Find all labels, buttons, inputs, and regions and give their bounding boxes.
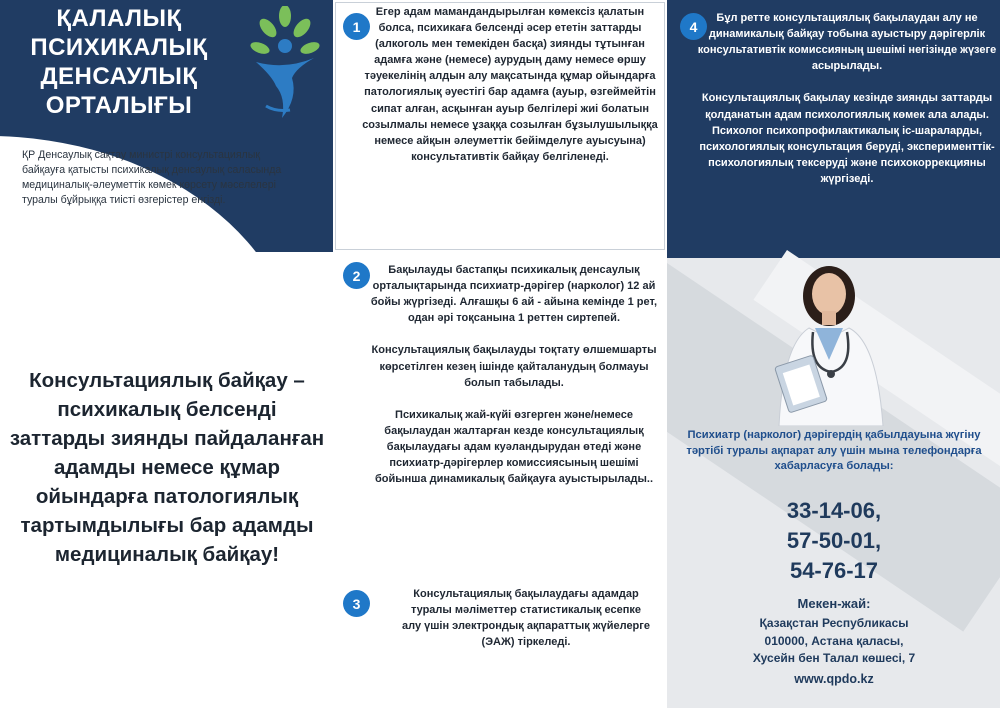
left-panel — [0, 0, 333, 708]
address-title: Мекен-жай: — [797, 596, 871, 611]
right-panel — [667, 0, 1000, 708]
main-slogan: Консультациялық байқау – психикалық белсенді заттарды зиянды пайдаланған адамды немесе құмар ойындарға патологиялық тартымдылығы бар адамды медициналық байқау! — [9, 369, 325, 566]
website-link[interactable]: www.qpdo.kz — [794, 672, 874, 686]
phone-number[interactable]: 33-14-06, — [786, 498, 882, 523]
section-2-text: Бақылауды бастапқы психикалық денсаулық орталықтарында психиатр-дәрігер (нарколог) 12 ай бойы жүргізеді. Алғашқы 6 ай - айына кемінде 1 рет, одан әрі тоқсанына 1 реттен сиртепей. Консультациялық бақылауды тоқтату өлшемшарты көрсетілген кезең ішінде қайталанудың болмауы болып табылады. Психикалық жай-күйі өзгерген және/немесе бақылаудан жалтарған кезде консультациялық бақылаудағы адам куәландырудан өтеді және психиатр-дәрігерлер комиссиясының шешімі бойынша динамикалық байқауға ауыстырылады.. — [370, 264, 658, 486]
section-2-number-badge: 2 — [343, 262, 370, 289]
section-4-text: Бұл ретте консультациялық бақылаудан алу не динамикалық байқау тобына ауыстыру дәрігерлік консультативтік комиссияның шешімі негізінде жүзеге асырылады. Консультациялық бақылау кезінде зиянды заттарды қолданатын адам психологиялық көмек ала алады. Психолог психопрофилактикалық іс-шараларды, психологиялық консультация беруді, эксперименттік-психологиялық тексеруді және психокоррекцияны жүргізеді. — [697, 12, 997, 185]
section-1-number-badge: 1 — [343, 13, 370, 40]
middle-panel — [333, 0, 667, 708]
section-3-number-badge: 3 — [343, 590, 370, 617]
contact-intro-text: Психиатр (нарколог) дәрігердің қабылдауына жүгіну тәртібі туралы ақпарат алу үшін мына телефондарға хабарласуға болады: — [686, 429, 982, 473]
section-3-text: Консультациялық бақылаудағы адамдар туралы мәліметтер статистикалық есепке алу үшін электрондық ақпараттық жүйелерге (ЭАЖ) тіркеледі. — [402, 588, 650, 649]
intro-paragraph: ҚР Денсаулық сақтау министрі консультациялық байқауға қатысты психикалық денсаулық саласында медициналық-әлеуметтік көмек көрсету мәселелері туралы бұйрыққа тиісті өзгерістер енгізді. — [22, 149, 282, 206]
section-4-number-badge: 4 — [680, 13, 707, 40]
phone-list — [675, 496, 993, 586]
wellness-logo-icon — [246, 6, 324, 124]
phone-number[interactable]: 54-76-17 — [789, 558, 879, 583]
center-title: ҚАЛАЛЫҚ ПСИХИКАЛЫҚ ДЕНСАУЛЫҚ ОРТАЛЫҒЫ — [30, 5, 208, 119]
address-text: Қазақстан Республикасы 010000, Астана қаласы, Хусейн бен Талал көшесі, 7 — [752, 616, 916, 665]
doctor-illustration-icon — [757, 256, 907, 426]
section-1-text: Егер адам мамандандырылған көмексіз қалатын болса, психикаға белсенді әсер ететін заттарды (алкоголь мен темекіден басқа) зиянды тұтынған адамға және (немесе) аурудың даму немесе өршу тәуекелінің алдын алу мақсатында құмар ойындарға патологиялық әуестігі бар адамға (ауыр, өзгеймейтін сипат алған, асқынған ауыр белгілері жиі болатын созылмалы немесе ұзаққа созылған бұзылушылыққа немесе айқын әлеуметтік бейімделуге ауысуына) консультативтік байқау белгіленеді. — [362, 6, 658, 163]
phone-number[interactable]: 57-50-01, — [786, 528, 882, 553]
